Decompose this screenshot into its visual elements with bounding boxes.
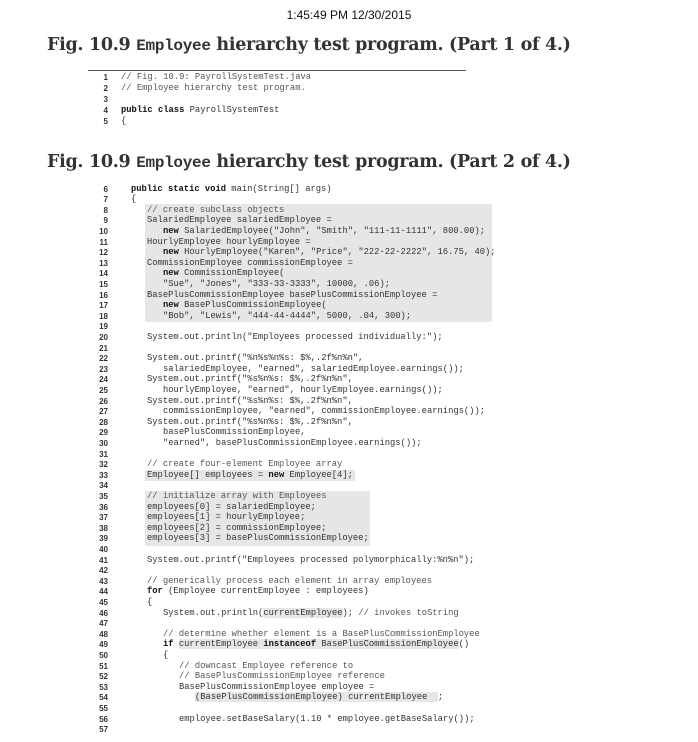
code-text: {	[163, 649, 169, 660]
code-line	[121, 116, 126, 127]
line-number: 47	[99, 619, 108, 629]
code-line	[163, 311, 411, 322]
code-text: PayrollSystemTest	[184, 104, 280, 115]
title-suffix: hierarchy test program. (Part 1 of 4.)	[210, 35, 571, 55]
code-keyword: new	[163, 225, 179, 236]
code-text: "earned", basePlusCommissionEmployee.earnings());	[163, 437, 422, 448]
line-number: 53	[99, 682, 108, 692]
code-comment: // downcast Employee reference to	[179, 660, 354, 671]
line-number: 38	[99, 523, 108, 533]
line-number: 34	[99, 481, 108, 491]
code-text: (BasePlusCommissionEmployee) currentEmployee	[195, 692, 438, 703]
line-number: 24	[99, 375, 108, 385]
line-number: 50	[99, 650, 108, 660]
code-text: employee.setBaseSalary(1.10 * employee.getBaseSalary());	[179, 713, 475, 724]
title-code: Employee	[136, 154, 211, 172]
code-line	[147, 470, 353, 481]
line-number: 35	[99, 491, 108, 501]
code-comment: // determine whether element is a BasePlusCommissionEmployee	[163, 628, 480, 639]
code-keyword: new	[163, 247, 179, 258]
code-line	[147, 332, 443, 343]
code-line	[121, 83, 306, 94]
line-number: 19	[99, 322, 108, 332]
code-line	[147, 597, 152, 608]
figure-title-part-1	[47, 35, 571, 55]
code-line	[147, 374, 353, 385]
code-line	[147, 523, 327, 534]
code-keyword: new	[163, 268, 179, 279]
code-line	[147, 491, 327, 502]
code-line	[163, 300, 327, 311]
line-number: 1	[103, 72, 108, 82]
line-number: 4	[103, 105, 108, 115]
line-number: 41	[99, 555, 108, 565]
code-text: Employee[] employees =	[147, 469, 269, 480]
code-comment: // Fig. 10.9: PayrollSystemTest.java	[121, 71, 312, 82]
code-line	[147, 512, 305, 523]
code-text: System.out.println("Employees processed individually:");	[147, 331, 443, 342]
code-text: employees[1] = hourlyEmployee;	[147, 512, 306, 523]
line-number: 37	[99, 513, 108, 523]
code-text: System.out.printf("%s%n%s: $%,.2f%n%n",	[147, 374, 353, 385]
code-line	[147, 290, 437, 301]
line-number: 7	[103, 195, 108, 205]
code-text: commissionEmployee, "earned", commissionEmployee.earnings());	[163, 406, 486, 417]
code-line	[179, 671, 385, 682]
code-line	[147, 417, 353, 428]
code-line	[147, 502, 316, 513]
code-line	[163, 608, 459, 619]
code-line	[147, 205, 284, 216]
code-text: BasePlusCommissionEmployee	[316, 639, 459, 650]
code-text: BasePlusCommissionEmployee basePlusCommissionEmployee =	[147, 289, 438, 300]
line-number: 31	[99, 449, 108, 459]
code-keyword: new	[163, 300, 179, 311]
code-text: employees[3] = basePlusCommissionEmployee;	[147, 533, 369, 544]
code-keyword: for	[147, 586, 163, 597]
line-number: 2	[103, 83, 108, 93]
code-line	[163, 364, 464, 375]
code-text: salariedEmployee, "earned", salariedEmployee.earnings());	[163, 363, 464, 374]
code-text: SalariedEmployee salariedEmployee =	[147, 215, 332, 226]
code-line	[147, 533, 369, 544]
code-comment: // create four-element Employee array	[147, 459, 343, 470]
line-number: 15	[99, 279, 108, 289]
line-number: 29	[99, 428, 108, 438]
code-keyword: if	[163, 639, 174, 650]
line-number: 36	[99, 502, 108, 512]
code-line	[163, 279, 390, 290]
code-text: HourlyEmployee hourlyEmployee =	[147, 236, 311, 247]
code-text: "Sue", "Jones", "333-33-3333", 10000, .06);	[163, 278, 390, 289]
code-line	[163, 639, 469, 650]
line-number: 5	[103, 116, 108, 126]
code-line	[195, 692, 443, 703]
code-line	[147, 459, 342, 470]
code-line	[163, 385, 443, 396]
line-number: 6	[103, 184, 108, 194]
code-text: {	[121, 115, 127, 126]
code-comment: // Employee hierarchy test program.	[121, 82, 306, 93]
code-line	[131, 184, 332, 195]
code-text: BasePlusCommissionEmployee(	[178, 300, 327, 311]
line-number: 20	[99, 332, 108, 342]
code-line	[147, 396, 353, 407]
line-number: 10	[99, 226, 108, 236]
code-text: HourlyEmployee("Karen", "Price", "222-22-2222", 16.75, 40);	[178, 247, 496, 258]
code-text: basePlusCommissionEmployee,	[163, 427, 306, 438]
line-number: 56	[99, 714, 108, 724]
line-number: 25	[99, 385, 108, 395]
line-number: 52	[99, 672, 108, 682]
line-number: 49	[99, 640, 108, 650]
figure-title-part-2	[47, 152, 571, 172]
code-line	[147, 353, 363, 364]
code-line	[163, 268, 284, 279]
code-text: System.out.printf("%s%n%s: $%,.2f%n%n",	[147, 395, 353, 406]
code-text: System.out.printf("%s%n%s: $%,.2f%n%n",	[147, 416, 353, 427]
code-comment: // create subclass objects	[147, 204, 285, 215]
code-text: System.out.printf("%n%s%n%s: $%,.2f%n%n",	[147, 353, 364, 364]
code-line	[147, 576, 432, 587]
line-number: 51	[99, 661, 108, 671]
code-line	[163, 650, 168, 661]
code-comment: // generically process each element in array employees	[147, 575, 433, 586]
title-code: Employee	[136, 37, 211, 55]
line-number: 26	[99, 396, 108, 406]
line-number: 11	[99, 237, 108, 247]
title-prefix: Fig. 10.9	[47, 152, 137, 172]
code-line	[179, 661, 353, 672]
line-number: 32	[99, 460, 108, 470]
code-text: Employee[4];	[284, 469, 353, 480]
line-number: 45	[99, 597, 108, 607]
line-number: 14	[99, 269, 108, 279]
timestamp: 1:45:49 PM 12/30/2015	[286, 8, 412, 22]
line-number: 42	[99, 566, 108, 576]
line-number: 39	[99, 534, 108, 544]
title-suffix: hierarchy test program. (Part 2 of 4.)	[210, 152, 571, 172]
code-line	[121, 72, 311, 83]
line-number: 55	[99, 703, 108, 713]
code-line	[163, 629, 480, 640]
line-number: 17	[99, 301, 108, 311]
code-comment: // BasePlusCommissionEmployee reference	[179, 671, 385, 682]
line-number: 40	[99, 544, 108, 554]
line-number: 44	[99, 587, 108, 597]
code-text: {	[131, 194, 137, 205]
line-number: 9	[103, 216, 108, 226]
code-text: ()	[458, 639, 470, 650]
code-line	[121, 105, 279, 116]
code-text: System.out.printf("Employees processed polymorphically:%n%n");	[147, 554, 475, 565]
code-line	[179, 714, 475, 725]
code-keyword: instanceof	[263, 639, 317, 650]
title-prefix: Fig. 10.9	[47, 35, 137, 55]
line-number: 8	[103, 205, 108, 215]
code-text: );	[342, 607, 359, 618]
code-comment: // invokes toString	[358, 607, 459, 618]
line-number: 57	[99, 725, 108, 735]
code-text: CommissionEmployee commissionEmployee =	[147, 257, 353, 268]
code-comment: // initialize array with Employees	[147, 490, 327, 501]
line-number: 28	[99, 417, 108, 427]
line-number: 3	[103, 94, 108, 104]
code-line	[131, 194, 136, 205]
code-line	[147, 215, 332, 226]
code-keyword: new	[268, 469, 285, 480]
line-number: 43	[99, 576, 108, 586]
line-number: 13	[99, 258, 108, 268]
code-text: {	[147, 596, 153, 607]
code-text: currentEmployee	[178, 639, 264, 650]
line-number: 16	[99, 290, 108, 300]
line-number: 12	[99, 248, 108, 258]
code-line	[147, 586, 369, 597]
code-line	[163, 438, 422, 449]
code-line	[163, 427, 306, 438]
code-text: "Bob", "Lewis", "444-44-4444", 5000, .04, 300);	[163, 310, 412, 321]
code-text: hourlyEmployee, "earned", hourlyEmployee.earnings());	[163, 384, 443, 395]
code-line	[147, 258, 353, 269]
code-text: BasePlusCommissionEmployee employee =	[179, 681, 375, 692]
line-number: 48	[99, 629, 108, 639]
code-text: employees[2] = commissionEmployee;	[147, 522, 327, 533]
line-number: 30	[99, 438, 108, 448]
code-text: (Employee currentEmployee : employees)	[162, 586, 369, 597]
line-number: 27	[99, 407, 108, 417]
line-number: 33	[99, 470, 108, 480]
code-line	[147, 555, 474, 566]
line-number: 18	[99, 311, 108, 321]
code-line	[147, 237, 311, 248]
code-line	[179, 682, 374, 693]
code-line	[163, 247, 496, 258]
code-text: currentEmployee	[263, 607, 343, 618]
line-number: 54	[99, 693, 108, 703]
line-number: 23	[99, 364, 108, 374]
code-line	[163, 226, 485, 237]
code-text: SalariedEmployee("John", "Smith", "111-11-1111", 800.00);	[178, 225, 486, 236]
code-line	[163, 406, 485, 417]
line-number: 22	[99, 354, 108, 364]
code-text: ;	[437, 692, 444, 703]
code-keyword: public static void	[131, 183, 227, 194]
line-number: 21	[99, 343, 108, 353]
line-number: 46	[99, 608, 108, 618]
code-text: employees[0] = salariedEmployee;	[147, 501, 316, 512]
code-text: CommissionEmployee(	[178, 268, 285, 279]
code-text: System.out.println(	[163, 607, 264, 618]
code-text: main(String[] args)	[226, 183, 332, 194]
code-keyword: public class	[121, 104, 185, 115]
